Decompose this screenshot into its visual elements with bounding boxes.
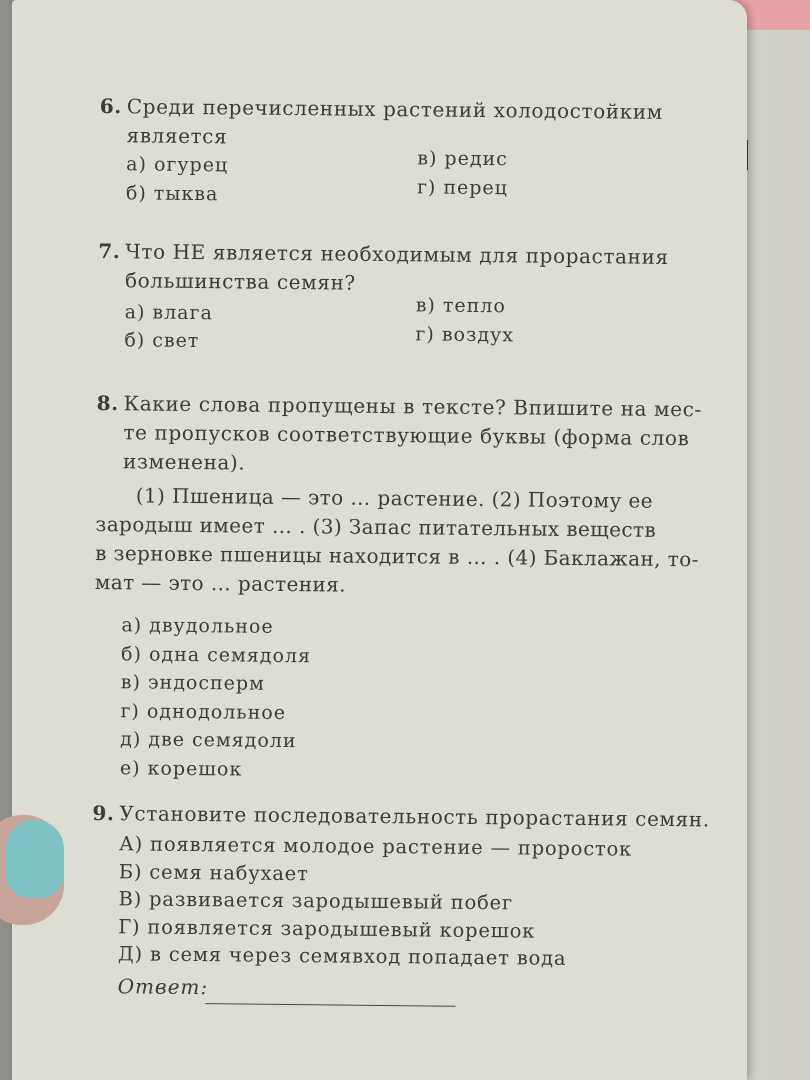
question-9 [90, 799, 713, 1055]
question-number: 6. [99, 93, 123, 119]
question-8 [93, 389, 717, 805]
question-text: большинства семян? [124, 268, 356, 295]
question-text: Среди перечисленных растений холодостойким [126, 94, 664, 124]
question-number: 7. [98, 238, 121, 264]
page-content [90, 92, 720, 1055]
question-number: 9. [92, 800, 115, 826]
gap-text-line: зародыш имеет … . (3) Запас питательных веществ [95, 511, 657, 542]
gap-text-line: мат — это … растения. [94, 569, 347, 597]
option-b[interactable]: б) одна семядоля [121, 642, 312, 667]
options-grid [99, 147, 720, 214]
option-g[interactable]: г) однодольное [120, 699, 287, 724]
option-a[interactable]: а) двудольное [121, 614, 274, 638]
question-7 [97, 237, 719, 395]
question-number: 8. [96, 390, 119, 416]
option-d[interactable]: д) две семядоли [120, 728, 297, 753]
question-text: Какие слова пропущены в тексте? Впишите на мес- [123, 391, 702, 422]
sequence-step-b: Б) семя набухает [118, 859, 309, 885]
fingernail [6, 820, 64, 898]
option-v[interactable]: в) эндосперм [120, 671, 266, 695]
sequence-step-d: Д) в семя через семявход попадает вода [117, 942, 567, 970]
options-list [93, 611, 715, 788]
sequence-list [91, 830, 712, 974]
question-text: изменена). [123, 449, 246, 475]
question-text: Установите последовательность прорастания семян. [119, 801, 710, 832]
question-text: Что НЕ является необходимым для прорастания [125, 239, 669, 269]
option-b[interactable]: б) свет [124, 329, 200, 353]
question-text: те пропусков соответствующие буквы (форма слов [123, 420, 690, 451]
question-6 [98, 92, 719, 243]
option-g[interactable]: г) воздух [415, 323, 515, 347]
gap-text-line: (1) Пшеница — это … растение. (2) Поэтому ее [135, 483, 654, 513]
sequence-step-g: Г) появляется зародышевый корешок [118, 914, 536, 943]
gap-text [95, 481, 716, 603]
answer-label: Ответ: [117, 973, 209, 999]
sequence-step-v: В) развивается зародышевый побег [118, 887, 514, 915]
option-a[interactable]: а) влага [124, 301, 213, 325]
option-e[interactable]: е) корешок [119, 756, 243, 781]
option-v[interactable]: в) редис [417, 147, 508, 171]
question-text: является [126, 123, 228, 149]
option-b[interactable]: б) тыква [125, 182, 219, 206]
answer-blank[interactable] [205, 1003, 455, 1007]
option-a[interactable]: а) огурец [126, 153, 229, 177]
answer-row [90, 973, 710, 1019]
options-grid [97, 295, 718, 359]
gap-text-line: в зерновке пшеницы находится в … . (4) Баклажан, то- [95, 540, 699, 572]
sequence-step-a: А) появляется молодое растение — проросток [119, 832, 633, 861]
book-page [12, 0, 747, 1080]
option-v[interactable]: в) тепло [415, 294, 506, 318]
option-g[interactable]: г) перец [416, 176, 509, 200]
